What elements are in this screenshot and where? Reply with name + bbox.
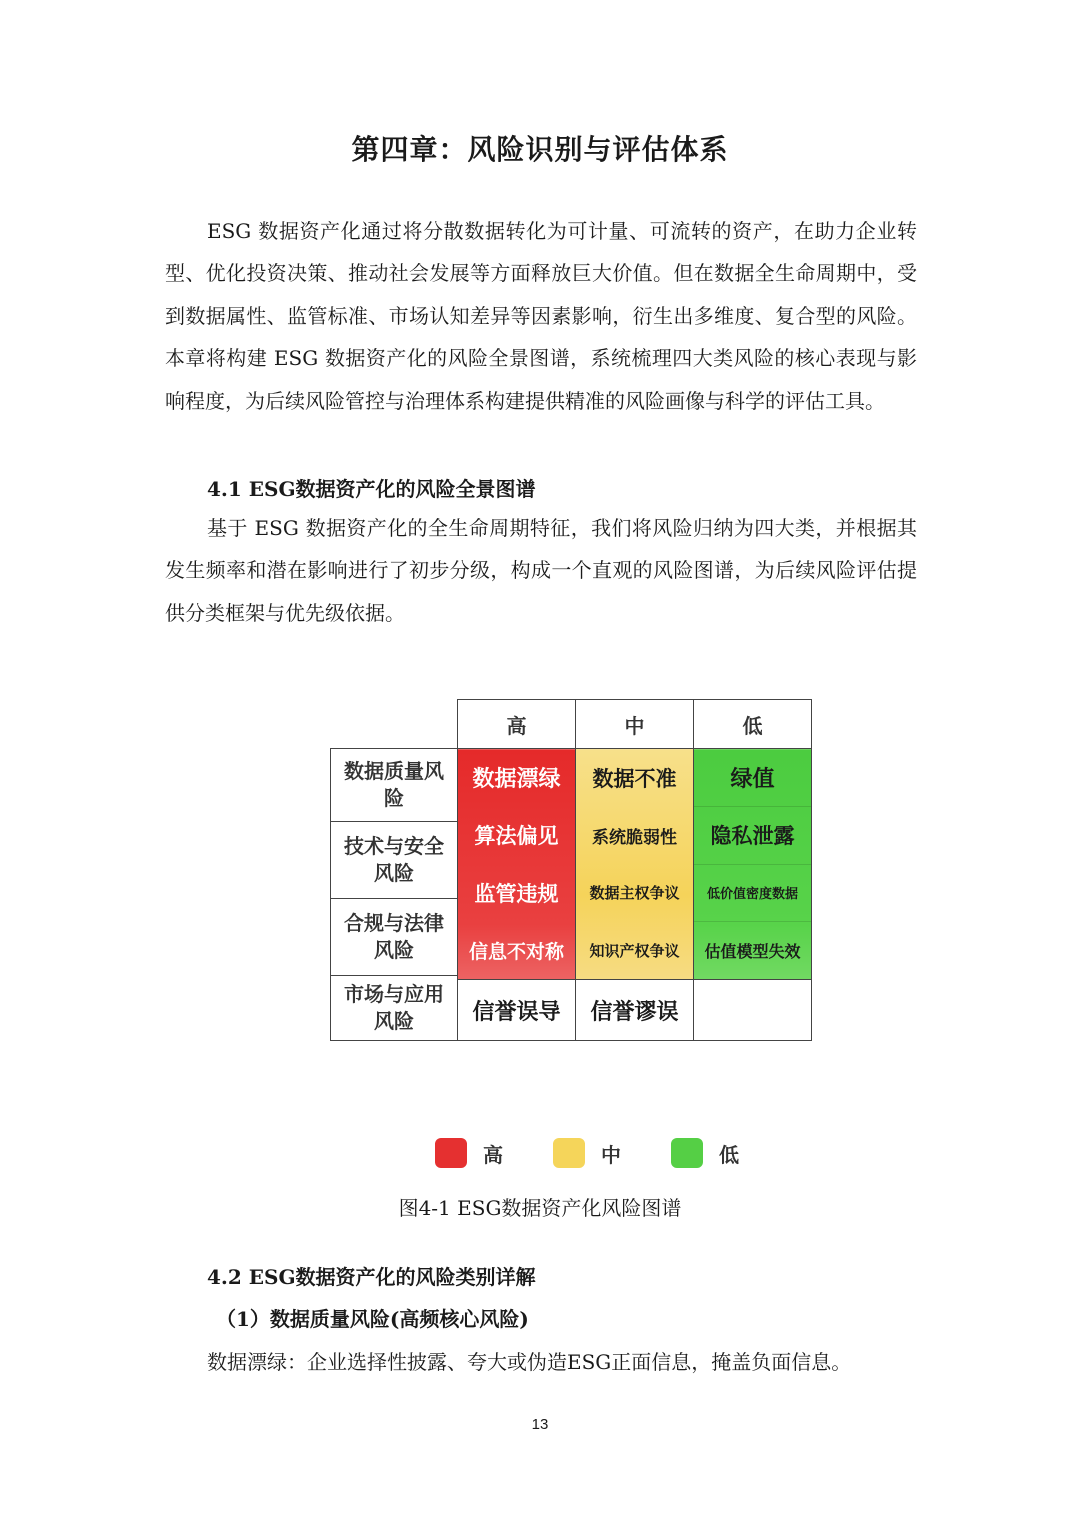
risk-item-reputation-misleading: 信誉误导 (458, 979, 575, 1040)
figure-caption: 图4-1 ESG数据资产化风险图谱 (398, 1196, 682, 1220)
legend-label-mid: 中 (601, 1142, 621, 1167)
legend-swatch-mid (553, 1138, 585, 1168)
legend-item-high (435, 1138, 503, 1168)
matrix-corner (331, 700, 458, 749)
low-risk-column (694, 749, 812, 1041)
risk-map-figure (310, 673, 818, 1185)
legend-swatch-low (671, 1138, 703, 1168)
legend-item-low (671, 1138, 739, 1168)
column-header-high: 高 (458, 700, 576, 749)
risk-item-valuation-model-failure: 估值模型失效 (704, 942, 801, 962)
risk-item-greenwashing: 数据漂绿 (472, 767, 561, 793)
legend-label-low: 低 (719, 1142, 739, 1167)
row-label-data-quality: 数据质量风险 (331, 749, 457, 822)
section-4-2-heading: 4.2 ESG数据资产化的风险类别详解 (207, 1265, 536, 1289)
risk-item-ip-dispute: 知识产权争议 (589, 941, 680, 960)
legend-swatch-high (435, 1138, 467, 1168)
page-number: 13 (531, 1416, 549, 1433)
risk-item-low-value-density: 低价值密度数据 (694, 865, 811, 923)
risk-item-green-value: 绿值 (694, 749, 811, 807)
column-header-low: 低 (694, 700, 812, 749)
column-header-mid: 中 (576, 700, 694, 749)
intro-paragraph: ESG 数据资产化通过将分散数据转化为可计量、可流转的资产，在助力企业转型、优化投资决策、推动社会发展等方面释放巨大价值。但在数据全生命周期中，受到数据属性、监管标准、市场认知差异等因素影响，衍生出多维度、复合型的风险。本章将构建 ESG 数据资产化的风险全景图谱，系统梳理四大类风险的核心表现与影响程度，为后续风险管控与治理体系构建提供精准的风险画像与科学的评估工具。 (165, 219, 917, 413)
risk-item-privacy-leak: 隐私泄露 (694, 807, 811, 865)
risk-item-inaccurate-data: 数据不准 (592, 766, 677, 791)
mid-risk-column (576, 749, 694, 1041)
section-4-1-paragraph: 基于 ESG 数据资产化的全生命周期特征，我们将风险归纳为四大类，并根据其发生频率和潜在影响进行了初步分级，构成一个直观的风险图谱，为后续风险评估提供分类框架与优先级依据。 (165, 516, 917, 625)
row-labels-column (331, 749, 458, 1041)
risk-item-algorithm-bias: 算法偏见 (474, 824, 559, 849)
risk-item-information-asymmetry: 信息不对称 (468, 940, 564, 963)
risk-legend (435, 1138, 789, 1168)
empty-low-market-cell (694, 979, 811, 1040)
chapter-title: 第四章：风险识别与评估体系 (351, 133, 729, 166)
row-label-compliance-legal: 合规与法律风险 (331, 899, 457, 976)
risk-matrix (330, 699, 812, 1041)
section-4-2-subheading: （1）数据质量风险(高频核心风险) (216, 1307, 529, 1331)
risk-item-reputation-fallacy: 信誉谬误 (576, 979, 693, 1040)
risk-item-data-sovereignty: 数据主权争议 (589, 884, 680, 903)
high-risk-column (458, 749, 576, 1041)
row-label-market-application: 市场与应用风险 (344, 982, 444, 1033)
section-4-2-paragraph: 数据漂绿：企业选择性披露、夸大或伪造ESG正面信息，掩盖负面信息。 (207, 1350, 852, 1374)
risk-item-system-vulnerability: 系统脆弱性 (592, 827, 677, 848)
legend-item-mid (553, 1138, 621, 1168)
legend-label-high: 高 (483, 1142, 503, 1167)
risk-item-regulatory-violation: 监管违规 (474, 881, 559, 906)
row-label-tech-security: 技术与安全风险 (331, 822, 457, 899)
section-4-1-heading: 4.1 ESG数据资产化的风险全景图谱 (207, 477, 536, 501)
